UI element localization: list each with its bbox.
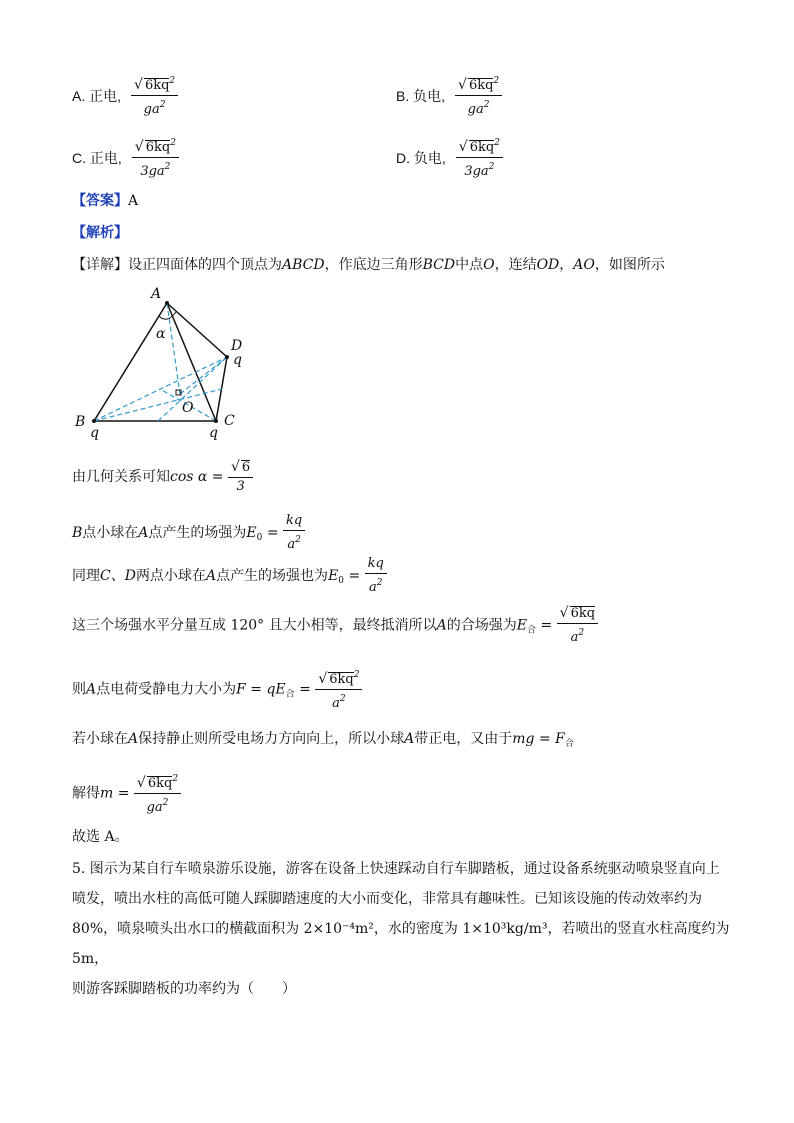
- answer-tag: 【答案】: [72, 193, 128, 209]
- equilibrium-line: 若小球在A保持静止则所受电场力方向向上，所以小球A带正电，又由于mg = $F_合$: [72, 731, 574, 749]
- label-a: A: [151, 286, 162, 302]
- choose-line: 故选 A。: [72, 829, 129, 845]
- field-sum-fraction: $\frac{√ 6kq}{a^2}$: [557, 604, 598, 647]
- analysis-tag: 【解析】: [72, 225, 128, 241]
- option-c-label: C. 正电,: [72, 149, 122, 166]
- force-line: 则A点电荷受静电力大小为$F = qE_合$ = $\frac{√ 6kq^2}{a^2}$: [72, 666, 362, 713]
- label-c: C: [224, 413, 235, 429]
- label-b: B: [75, 414, 86, 430]
- analysis-line: [72, 222, 128, 242]
- field-cd-fraction: $\frac{kq}{a^2}$: [365, 555, 387, 597]
- answer-value: A: [128, 193, 139, 209]
- label-d: D: [231, 338, 243, 354]
- option-d-fraction: $\frac{√ 6kq^2}{3ga^2}$: [456, 134, 503, 181]
- q5-line-3: 80%，喷泉喷头出水口的横截面积为 2×10⁻⁴m²，水的密度为 1×10³kg/m³，若喷出的竖直水柱高度约为 5m，: [72, 921, 730, 967]
- force-fraction: $\frac{√ 6kq^2}{a^2}$: [315, 666, 362, 713]
- detail-tag: 【详解】: [72, 257, 128, 273]
- option-d: [396, 134, 503, 181]
- option-d-label: D. 负电,: [396, 149, 446, 166]
- label-alpha: α: [156, 326, 166, 342]
- q5-line-4: 则游客踩脚踏板的功率约为（ ）: [72, 981, 296, 997]
- dash-ao: [167, 303, 180, 394]
- dash-b-midcd: [94, 389, 222, 421]
- option-c: [72, 134, 179, 181]
- detail-line: 【详解】设正四面体的四个顶点为ABCD，作底边三角形BCD中点O，连结OD，AO，如图所示: [72, 257, 665, 273]
- charge-b: q: [90, 425, 99, 441]
- option-b-label: B. 负电,: [396, 87, 446, 104]
- charge-c: q: [209, 425, 218, 441]
- question-5: [72, 854, 732, 1004]
- solve-line: 解得m = $\frac{√ 6kq^2}{ga^2}$: [72, 770, 181, 817]
- cos-fraction: $\frac{√ 6}{3}$: [228, 458, 253, 496]
- option-a-fraction: $\frac{√ 6kq^2}{ga^2}$: [131, 72, 178, 119]
- option-a: [72, 72, 178, 119]
- field-b-fraction: $\frac{kq}{a^2}$: [283, 512, 305, 554]
- dash-od: [180, 357, 227, 394]
- option-c-fraction: $\frac{√ 6kq^2}{3ga^2}$: [132, 134, 179, 181]
- answer-line: [72, 190, 138, 210]
- tetrahedron-figure: [70, 282, 270, 442]
- label-o: O: [182, 400, 194, 416]
- field-sum-line: 这三个场强水平分量互成 120° 且大小相等，最终抵消所以A的合场强为$E_合$ = $\frac{√ 6kq}{a^2}$: [72, 604, 598, 647]
- option-b-fraction: $\frac{√ 6kq^2}{ga^2}$: [455, 72, 502, 119]
- option-a-label: A. 正电,: [72, 87, 122, 104]
- field-cd-line: 同理C、D两点小球在A点产生的场强也为$E_0$ = $\frac{kq}{a^2}$: [72, 555, 387, 597]
- cos-line: 由几何关系可知cos α = $\frac{√ 6}{3}$: [72, 458, 253, 496]
- option-b: [396, 72, 502, 119]
- charge-d: q: [233, 352, 242, 368]
- solve-fraction: $\frac{√ 6kq^2}{ga^2}$: [134, 770, 181, 817]
- edge-ad: [167, 303, 227, 357]
- field-b-line: B点小球在A点产生的场强为$E_0$ = $\frac{kq}{a^2}$: [72, 512, 305, 554]
- q5-line-2: 喷发，喷出水柱的高低可随人踩脚踏速度的大小而变化，非常具有趣味性。已知该设施的传动效率约为: [72, 891, 702, 907]
- q5-line-1: 5. 图示为某自行车喷泉游乐设施，游客在设备上快速踩动自行车脚踏板，通过设备系统驱动喷泉竖直向上: [72, 861, 720, 877]
